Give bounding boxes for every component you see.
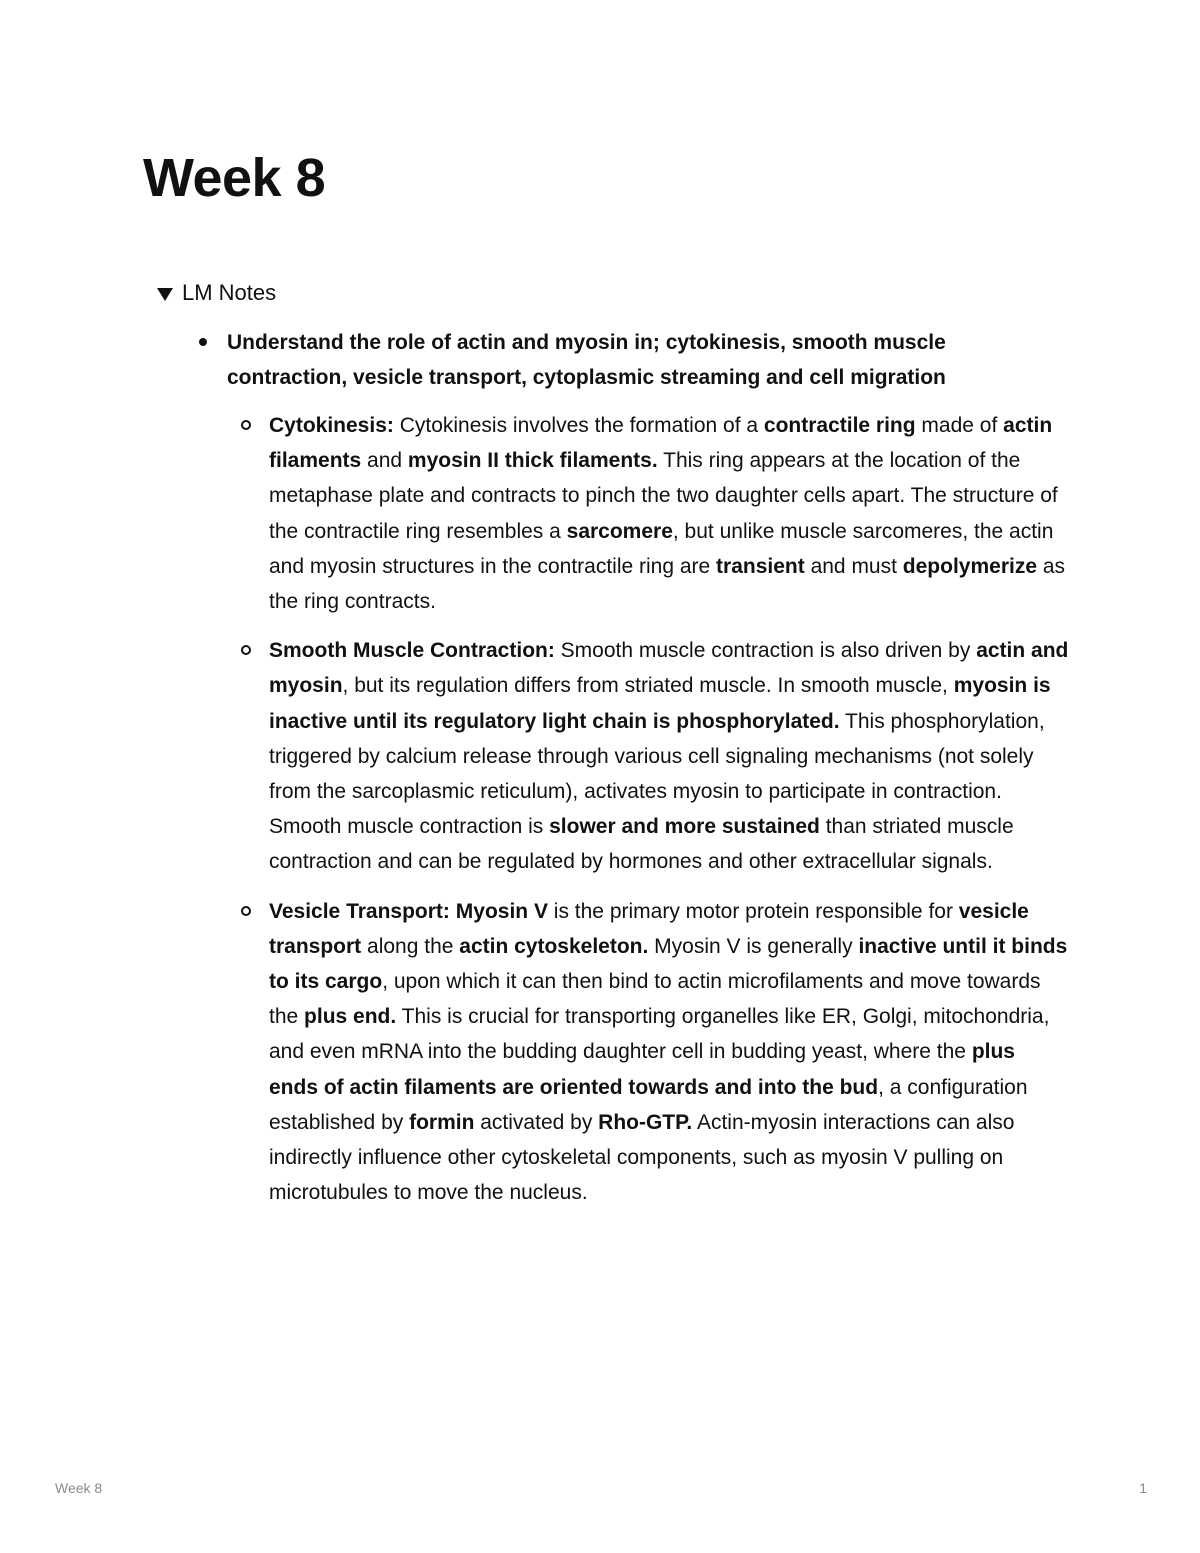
bold-text: Rho-GTP. (598, 1110, 693, 1134)
text-run: This phosphorylation, triggered by calcium release through various cell signaling mechanisms (not solely from the sarcoplasmic reticulum), activates myosin to participate in contraction. Smooth muscle contraction is (269, 709, 1045, 839)
bold-text: actin filaments (269, 414, 1053, 473)
text-run: This ring appears at the location of the metaphase plate and contracts to pinch the two daughter cells apart. The structure of the contractile ring resembles a (269, 449, 1058, 543)
bold-text: contractile ring (763, 414, 916, 437)
lm-notes-toggle-block (157, 278, 1077, 1205)
text-run: made of (915, 414, 1004, 437)
bold-text: slower and more sustained (549, 815, 820, 839)
item-heading: Cytokinesis: (269, 414, 394, 437)
triangle-down-icon[interactable] (157, 288, 173, 301)
text-run: and (361, 449, 408, 473)
objective-list (199, 325, 1069, 1224)
bold-text: vesicle transport (269, 899, 1029, 958)
item-heading: Vesicle Transport: (269, 899, 450, 923)
text-run: as the ring contracts. (269, 554, 1066, 614)
bold-text: plus ends of actin filaments are oriented towards and into the bud (269, 1040, 1015, 1099)
lm-notes-toggle[interactable] (157, 278, 1077, 308)
text-run: along the (361, 934, 460, 958)
list-item-cytokinesis (241, 408, 1066, 619)
page-number: 1 (1139, 1480, 1147, 1496)
bold-text: depolymerize (902, 554, 1038, 578)
text-run: , a configuration established by (269, 1075, 1028, 1134)
text-run: and must (804, 554, 903, 578)
bold-text: sarcomere (566, 519, 673, 543)
item-heading: Smooth Muscle Contraction: (269, 639, 555, 663)
objective-item (199, 325, 1069, 1210)
bullet-circle-icon (241, 906, 251, 916)
text-run: , but its regulation differs from striated muscle. In smooth muscle, (342, 674, 954, 698)
text-run: activated by (474, 1110, 599, 1134)
objective-text: Understand the role of actin and myosin in; cytokinesis, smooth muscle contraction, vesicle transport, cytoplasmic streaming and cell migration (227, 331, 946, 389)
bold-text: Myosin V (455, 899, 548, 923)
bold-text: myosin is inactive until its regulatory light chain is phosphorylated. (269, 674, 1051, 733)
sub-bullet-list (241, 408, 1069, 1210)
text-run: This is crucial for transporting organelles like ER, Golgi, mitochondria, and even mRNA into the budding daughter cell in budding yeast, where the (269, 1005, 1050, 1064)
bullet-circle-icon (241, 645, 251, 655)
bullet-circle-icon (241, 420, 251, 430)
text-run: is the primary motor protein responsible for (547, 899, 959, 923)
bold-text: myosin II thick filaments. (407, 449, 658, 473)
text-run: Myosin V is generally (648, 934, 859, 958)
bold-text: actin and myosin (269, 639, 1069, 698)
bold-text: transient (716, 554, 805, 578)
item-paragraph (269, 894, 1069, 1211)
text-run: Cytokinesis involves the formation of a (393, 414, 764, 437)
text-run: Smooth muscle contraction is also driven by (554, 639, 977, 663)
bold-text: formin (409, 1110, 475, 1134)
bold-text: inactive until it binds to its cargo (269, 934, 1068, 994)
text-run: , but unlike muscle sarcomeres, the actin and myosin structures in the contractile ring are (269, 519, 1054, 578)
bold-text: actin cytoskeleton. (459, 934, 649, 958)
text-run: Actin-myosin interactions can also indirectly influence other cytoskeletal components, such as myosin V pulling on microtubules to move the nucleus. (269, 1110, 1015, 1205)
toggle-label: LM Notes (182, 280, 277, 305)
page-title: Week 8 (143, 148, 326, 208)
bullet-disc-icon (199, 338, 207, 346)
list-item-smooth-muscle-contraction (241, 633, 1069, 879)
item-paragraph (269, 408, 1069, 619)
text-run: than striated muscle contraction and can be regulated by hormones and other extracellular signals. (269, 815, 1014, 874)
list-item-vesicle-transport (241, 894, 1068, 1211)
text-run: , upon which it can then bind to actin microfilaments and move towards the (269, 970, 1041, 1029)
item-paragraph (269, 633, 1069, 879)
footer-title: Week 8 (55, 1480, 103, 1496)
bold-text: plus end. (304, 1005, 397, 1029)
